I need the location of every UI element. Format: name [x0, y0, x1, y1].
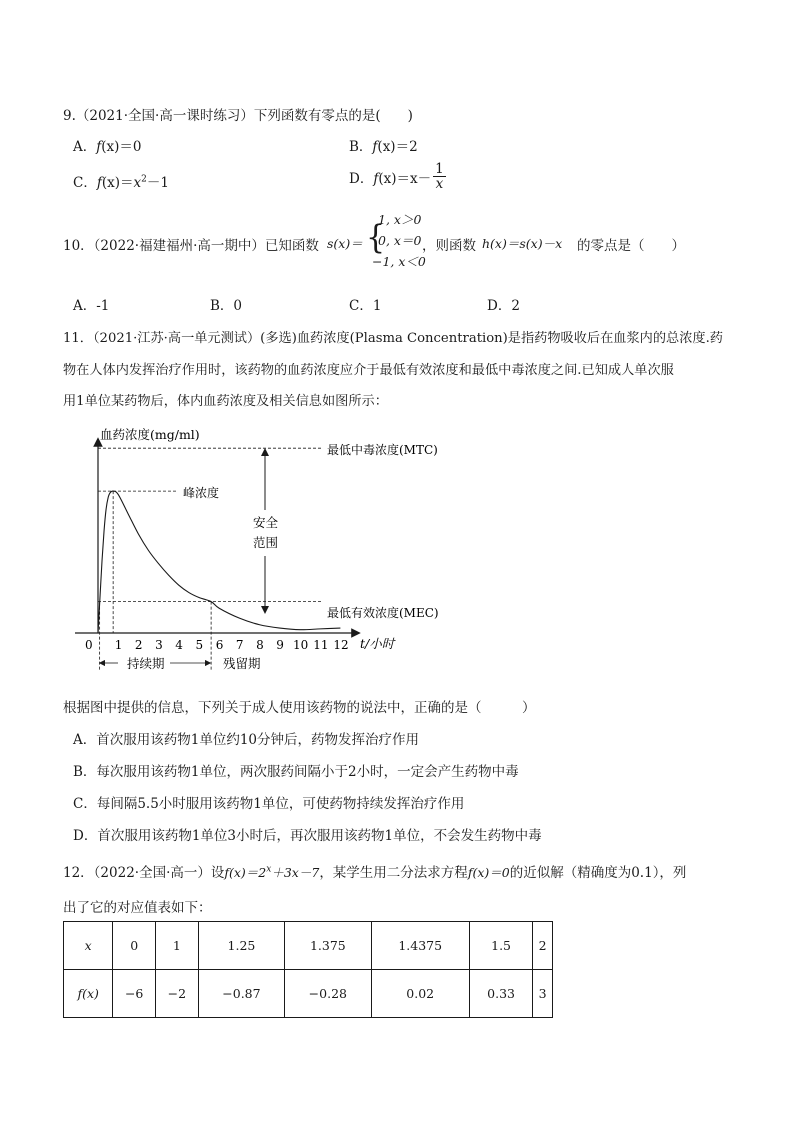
q10-prefix: 10．（2022·福建福州·高一期中）已知函数 [63, 238, 319, 254]
table-cell: 0.02 [371, 970, 469, 1018]
exponent: x [266, 864, 272, 875]
func-body: (x)＝x－ [378, 170, 432, 187]
mec-label: 最低有效浓度(MEC) [327, 606, 439, 620]
y-axis-label: 血药浓度(mg/ml) [100, 427, 200, 442]
func-name: f [372, 139, 378, 155]
table-cell: −2 [156, 970, 199, 1018]
q11-option-c[interactable]: C．每间隔5.5小时服用该药物1单位，可使药物持续发挥治疗作用 [73, 796, 465, 812]
precision: 0.1 [631, 865, 653, 881]
piecewise-brace: { [366, 218, 386, 257]
option-label: A． [73, 139, 97, 155]
table-row [64, 970, 553, 1018]
case-2: 0, x＝0 [378, 233, 422, 248]
stem-a: 12．（2022·全国·高一）设 [63, 865, 225, 881]
func-name: f [96, 175, 102, 191]
q11-option-a[interactable]: A．首次服用该药物1单位约10分钟后，药物发挥治疗作用 [73, 732, 420, 748]
func-body: (x)＝0 [101, 139, 142, 155]
q11-question: 根据图中提供的信息，下列关于成人使用该药物的说法中，正确的是（ ） [63, 700, 536, 716]
row-head-x: x [64, 922, 113, 970]
value-table [63, 921, 553, 1018]
safe-label-2: 范围 [253, 535, 279, 550]
option-label: C． [73, 175, 97, 191]
table-cell: −0.28 [285, 970, 371, 1018]
func-name: f [373, 170, 379, 187]
q10-mid: ，则函数 [422, 238, 476, 254]
table-cell: 0.33 [469, 970, 532, 1018]
duration-label: 持续期 [127, 656, 165, 671]
x-tick-label: 0 [85, 638, 93, 652]
x-tick-label: 7 [235, 638, 244, 652]
table-cell: −0.87 [198, 970, 284, 1018]
table-cell: 2 [533, 922, 553, 970]
stem-b: ，某学生用二分法求方程 [319, 865, 468, 881]
exponent: 2 [141, 174, 147, 185]
q10-suffix: 的零点是（ ） [577, 238, 685, 254]
func-tail: ＋3x－7 [271, 865, 320, 880]
q9-stem: 9.（2021·全国·高一课时练习）下列函数有零点的是( ) [63, 108, 413, 124]
x-tick-label: 11 [313, 638, 329, 652]
q11-option-d[interactable]: D．首次服用该药物1单位3小时后，再次服用该药物1单位，不会发生药物中毒 [73, 828, 542, 844]
q10-option-d[interactable]: D．2 [487, 298, 520, 314]
q11-line3: 用1单位某药物后，体内血药浓度及相关信息如图所示： [63, 394, 388, 409]
func-name: f [96, 139, 102, 155]
x-tick-label: 6 [215, 638, 224, 652]
q10-option-b[interactable]: B．0 [210, 298, 243, 314]
func-body: (x)＝ [101, 175, 134, 191]
func-body: (x)＝2 [377, 139, 418, 155]
row-head-fx: f(x) [64, 970, 113, 1018]
stem-c: 的近似解（精确度为 [509, 865, 632, 881]
func: f(x)＝2 [224, 865, 267, 880]
var: x [133, 175, 142, 191]
table-cell: 0 [113, 922, 156, 970]
q12-line2: 出了它的对应值表如下： [63, 900, 212, 916]
denominator: x [435, 176, 444, 192]
q10-option-c[interactable]: C．1 [349, 298, 382, 314]
table-cell: 1.375 [285, 922, 371, 970]
option-label: B． [349, 139, 373, 155]
x-axis-label: t/小时 [360, 636, 395, 651]
mtc-label: 最低中毒浓度(MTC) [327, 443, 438, 457]
equation: f(x)＝0 [467, 865, 510, 880]
q11-line2: 物在人体内发挥治疗作用时，该药物的血药浓度应介于最低有效浓度和最低中毒浓度之间.已知成人单次服 [63, 363, 674, 378]
q12-stem [63, 861, 686, 881]
x-tick-label: 2 [134, 638, 143, 652]
table-cell: 1.25 [198, 922, 284, 970]
case-3: −1, x＜0 [372, 254, 426, 269]
x-tick-label: 5 [195, 638, 204, 652]
q10-hfunc: h(x)＝s(x)－x [482, 236, 563, 251]
numerator: 1 [435, 161, 444, 177]
stem-d: ），列 [652, 865, 687, 881]
x-tick-label: 9 [276, 638, 284, 652]
q10-option-a[interactable]: A．-1 [73, 298, 110, 314]
peak-label: 峰浓度 [183, 486, 220, 500]
x-tick-label: 3 [155, 638, 163, 652]
case-1: 1, x＞0 [378, 212, 422, 227]
q11-option-b[interactable]: B．每次服用该药物1单位，两次服药间隔小于2小时，一定会产生药物中毒 [73, 764, 519, 780]
q10-sfunc: s(x)＝ [327, 236, 363, 251]
concentration-curve [98, 491, 340, 633]
table-cell: −6 [113, 970, 156, 1018]
x-tick-label: 10 [293, 638, 309, 652]
table-cell: 1.4375 [371, 922, 469, 970]
table-cell: 1 [156, 922, 199, 970]
x-tick-label: 4 [175, 638, 183, 652]
table-cell: 3 [533, 970, 553, 1018]
safe-label-1: 安全 [253, 515, 279, 530]
option-label: D． [349, 170, 374, 187]
residual-label: 残留期 [223, 656, 261, 671]
x-tick-label: 1 [114, 638, 123, 652]
func-tail: －1 [146, 175, 169, 191]
table-row [64, 922, 553, 970]
q11-line1: 11．（2021·江苏·高一单元测试）(多选)血药浓度(Plasma Concentration)是指药物吸收后在血浆内的总浓度.药 [63, 331, 723, 346]
table-cell: 1.5 [469, 922, 532, 970]
x-tick-label: 12 [333, 638, 349, 652]
x-tick-label: 8 [256, 638, 264, 652]
